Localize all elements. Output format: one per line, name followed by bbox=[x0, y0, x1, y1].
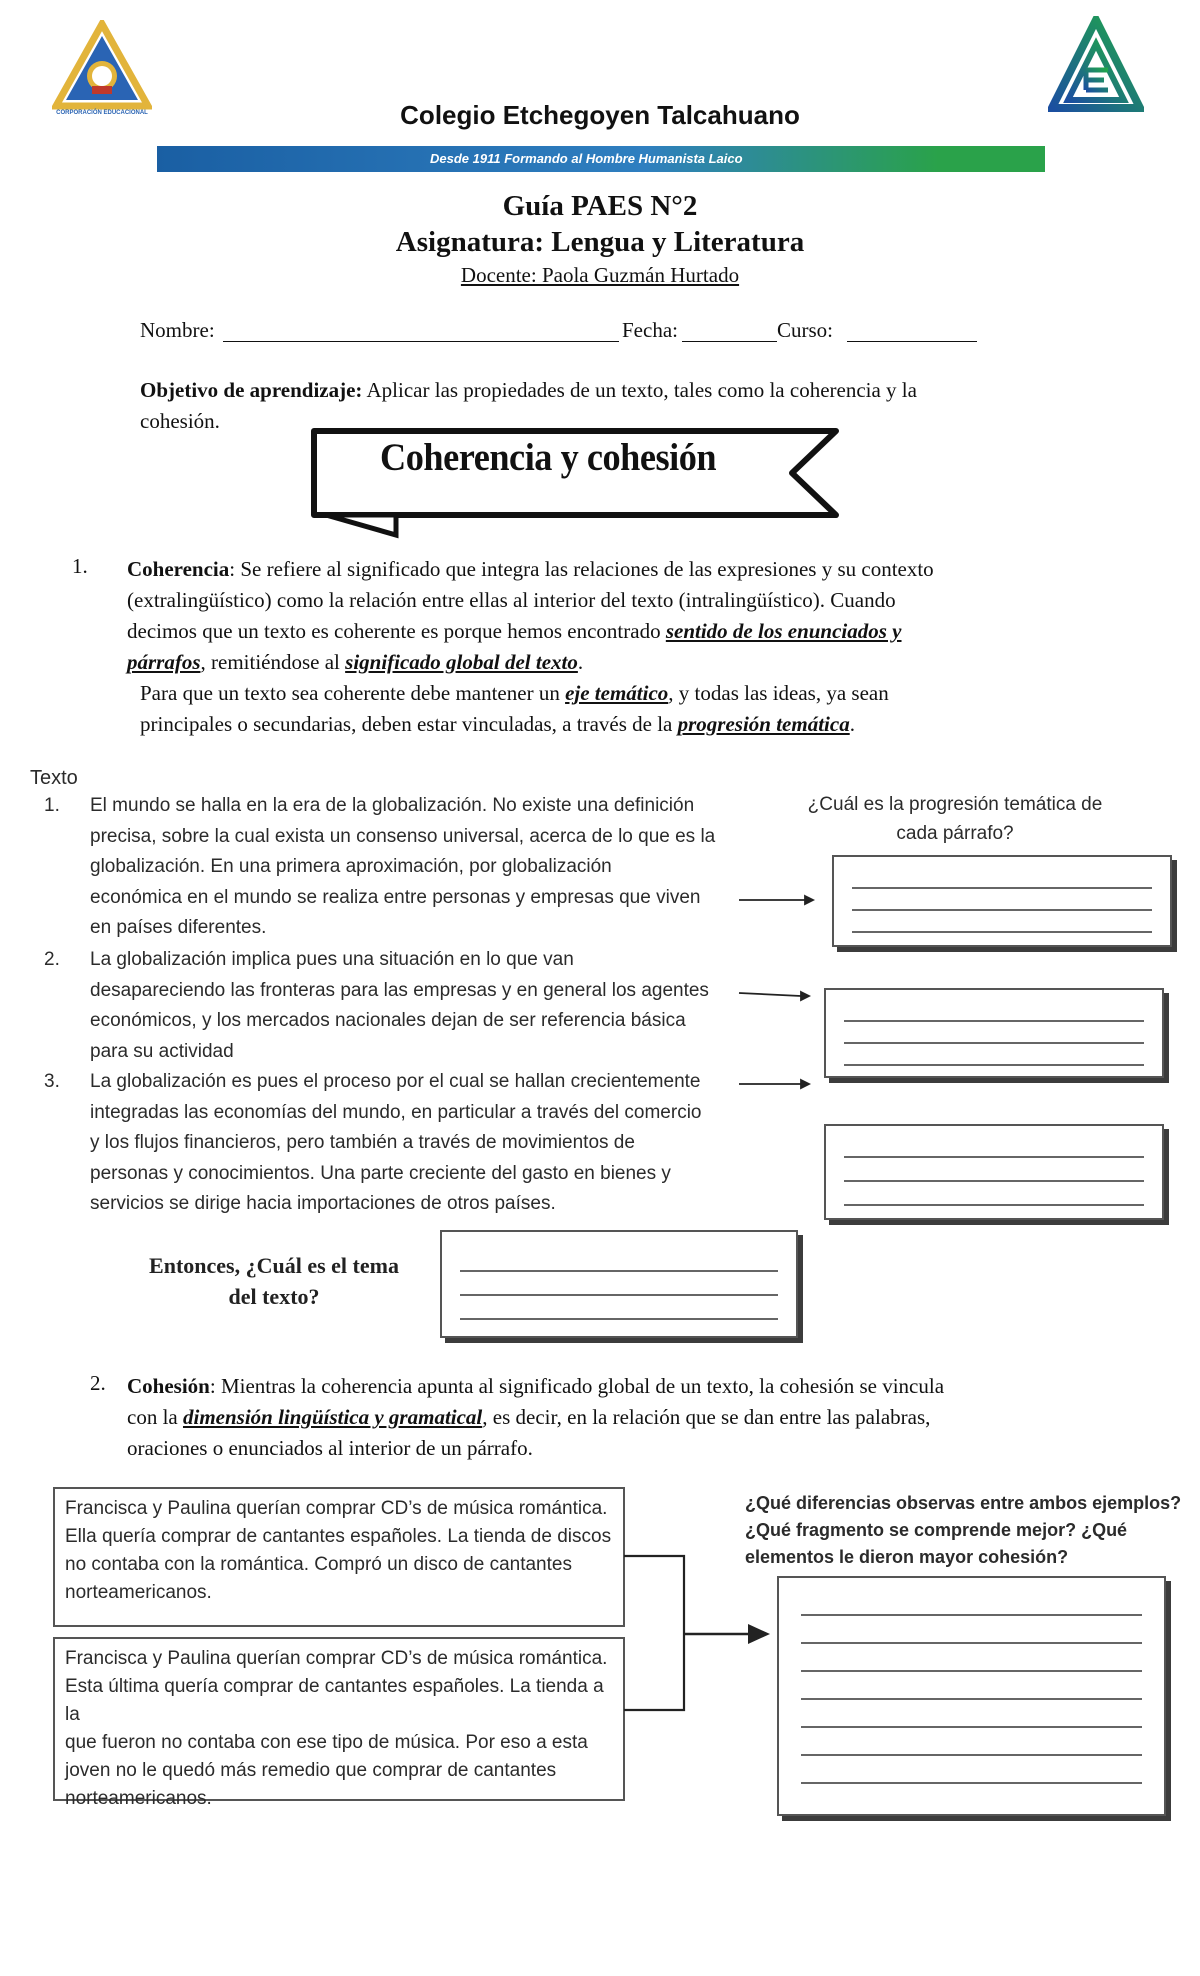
objective-text-2: cohesión. bbox=[140, 409, 220, 433]
arrow-2 bbox=[739, 992, 809, 1000]
section-2-body: Cohesión: Mientras la coherencia apunta al significado global de un texto, la cohesión se vincula con la dimensión lingüística y gramatical, es decir, en la relación que se dan entre las palabras, oraciones o enunciados al interior de un párrafo. bbox=[127, 1374, 945, 1460]
section-1-body-2: Para que un texto sea coherente debe mantener un eje temático, y todas las ideas, ya sean principales o secundarias, deben estar vinculadas, a través de la progresión temática. bbox=[140, 681, 889, 736]
cohesion-term: Cohesión bbox=[127, 1374, 210, 1398]
example-1-box: Francisca y Paulina querían comprar CD’s de música romántica. Ella quería comprar de cantantes españoles. La tienda de discos no contaba con la romántica. Compró un disco de cantantes norteamericanos. bbox=[53, 1487, 625, 1627]
form-line bbox=[140, 318, 1040, 348]
course-field[interactable] bbox=[847, 340, 977, 342]
coherencia-term: Coherencia bbox=[127, 557, 230, 581]
objective-text: Aplicar las propiedades de un texto, tales como la coherencia y la bbox=[362, 378, 917, 402]
school-name: Colegio Etchegoyen Talcahuano bbox=[400, 100, 800, 130]
arrows-ex1 bbox=[735, 880, 825, 1170]
progression-question: ¿Cuál es la progresión temática de cada párrafo? bbox=[807, 794, 1103, 844]
bracket-arrow bbox=[624, 1550, 774, 1730]
ribbon-title: Coherencia y cohesión bbox=[380, 436, 717, 479]
name-label: Nombre: bbox=[140, 318, 215, 342]
course-label: Curso: bbox=[777, 318, 834, 342]
texto-label: Texto bbox=[30, 767, 78, 789]
banner-motto: Desde 1911 Formando al Hombre Humanista Laico bbox=[430, 151, 743, 166]
date-label: Fecha: bbox=[622, 318, 678, 342]
objective-label: Objetivo de aprendizaje: bbox=[140, 378, 363, 402]
section-1-number: 1. bbox=[72, 554, 88, 578]
arrow-1 bbox=[739, 896, 813, 904]
theme-question: Entonces, ¿Cuál es el tema del texto? bbox=[149, 1253, 399, 1309]
school-banner bbox=[157, 146, 1045, 172]
answer-box-3[interactable] bbox=[824, 1124, 1164, 1220]
svg-text:CORPORACIÓN EDUCACIONAL: CORPORACIÓN EDUCACIONAL bbox=[56, 110, 148, 116]
ribbon-banner bbox=[306, 425, 846, 540]
teacher-name: Docente: Paola Guzmán Hurtado bbox=[460, 263, 740, 287]
subject-title: Asignatura: Lengua y Literatura bbox=[395, 226, 805, 258]
date-field[interactable] bbox=[682, 340, 777, 342]
arrow-3 bbox=[739, 1080, 809, 1088]
cohesion-answer-box[interactable] bbox=[777, 1576, 1166, 1816]
guide-title: Guía PAES N°2 bbox=[502, 190, 698, 222]
section-2-number: 2. bbox=[90, 1371, 106, 1395]
answer-box-1[interactable] bbox=[832, 855, 1172, 947]
section-1-body: Coherencia: Se refiere al significado que integra las relaciones de las expresiones y su contexto (extralingüístico) como la relación entre ellas al interior del texto (intralingüístico). Cuando decimos que un texto es coherente es porque hemos encontrado sentido de los enunciados y párrafos, remitiéndose al significado global del texto. bbox=[127, 557, 934, 674]
answer-box-2[interactable] bbox=[824, 988, 1164, 1078]
name-field[interactable] bbox=[223, 340, 619, 342]
cohesion-questions: ¿Qué diferencias observas entre ambos ejemplos? ¿Qué fragmento se comprende mejor? ¿Qué elementos le dieron mayor cohesión? bbox=[745, 1493, 1182, 1567]
theme-answer-box[interactable] bbox=[440, 1230, 798, 1338]
example-2-box: Francisca y Paulina querían comprar CD’s de música romántica. Esta última quería comprar de cantantes españoles. La tienda a la que fueron no contaba con ese tipo de música. Por eso a esta joven no le quedó más remedio que comprar de cantantes norteamericanos. bbox=[53, 1637, 625, 1801]
arrow-head-icon bbox=[748, 1624, 770, 1644]
